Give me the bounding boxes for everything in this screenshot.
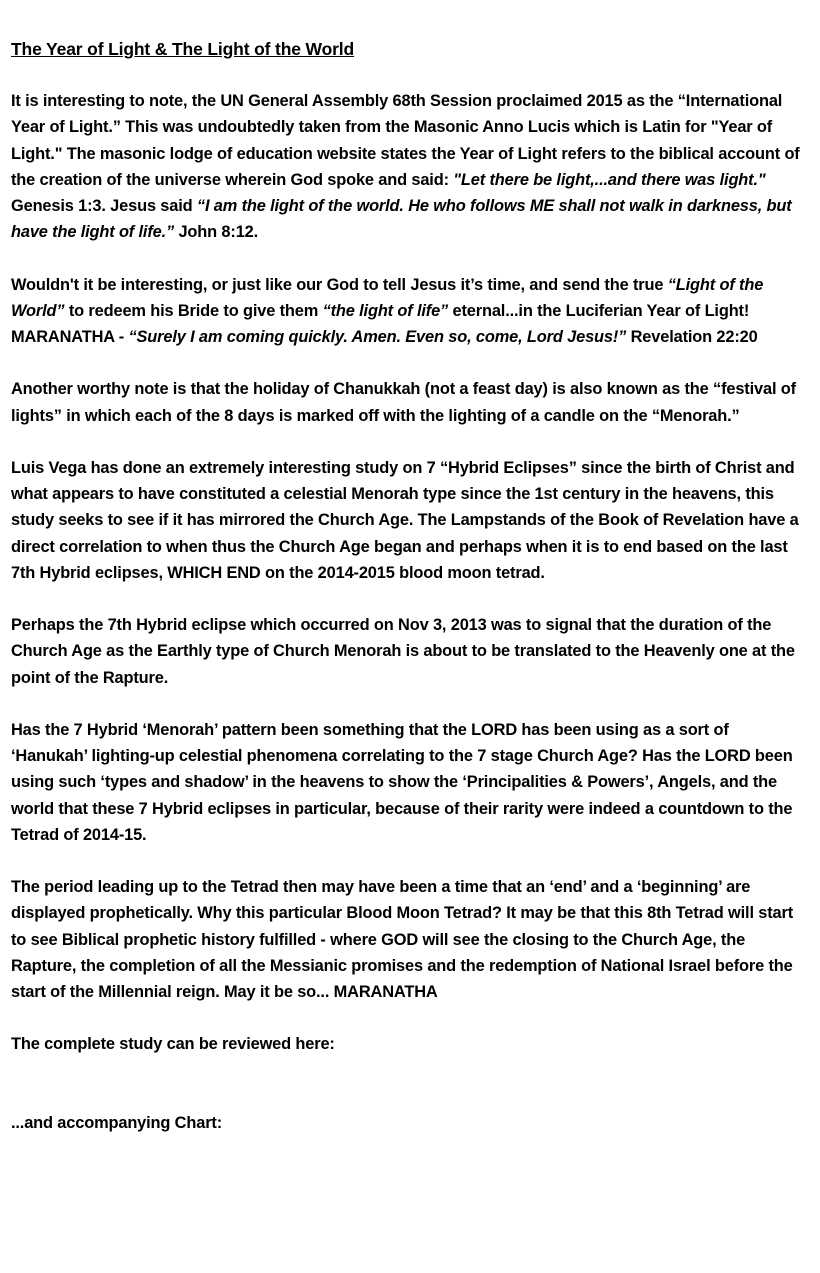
p2-text-g: Revelation 22:20 xyxy=(626,328,758,347)
p2-text-e: eternal...in the Luciferian Year of Light! MARANATHA - xyxy=(11,301,750,347)
paragraph-menorah-pattern: Has the 7 Hybrid ‘Menorah’ pattern been something that the LORD has been using as a sort of ‘Hanukah’ lighting-up celestial phenomena correlating to the 7 stage Church Age? Has the LORD been using such ‘types and shadow’ in the heavens to show the ‘Principalities & Powers’, Angels, and the world that these 7 Hybrid eclipses in particular, because of their rarity were indeed a countdown to the Tetrad of 2014-15. xyxy=(11,721,793,844)
p2-text-a: Wouldn't it be interesting, or just like our God to tell Jesus it’s time, and send the true xyxy=(11,275,668,294)
p1-quote-john: “I am the light of the world. He who follows ME shall not walk in darkness, but have the light of life.” xyxy=(11,197,792,242)
paragraph-chanukkah: Another worthy note is that the holiday of Chanukkah (not a feast day) is also known as the “festival of lights” in which each of the 8 days is marked off with the lighting of a candle on the “Menorah.” xyxy=(11,380,796,425)
paragraph-light-of-world xyxy=(11,272,809,351)
document-title: The Year of Light & The Light of the World xyxy=(11,39,355,59)
p2-quote-light-of-world: “Light of the World” xyxy=(11,275,764,320)
p2-text-c: to redeem his Bride to give them xyxy=(64,301,323,320)
link-placeholder-gap xyxy=(11,1058,809,1110)
paragraph-accompanying-chart: ...and accompanying Chart: xyxy=(11,1113,223,1132)
paragraph-hybrid-eclipses: Luis Vega has done an extremely interesting study on 7 “Hybrid Eclipses” since the birth of Christ and what appears to have constituted a celestial Menorah type since the 1st century in the heavens, this study seeks to see if it has mirrored the Church Age. The Lampstands of the Book of Revelation have a direct correlation to when thus the Church Age began and perhaps when it is to end based on the last 7th Hybrid eclipses, WHICH END on the 2014-2015 blood moon tetrad. xyxy=(11,459,799,582)
p2-quote-light-of-life: “the light of life” xyxy=(322,301,449,320)
p1-text-a: It is interesting to note, the UN General Assembly 68th Session proclaimed 2015 as the “International Year of Light.” This was undoubtedly taken from the Masonic Anno Lucis which is Latin for "Year of Light." The masonic lodge of education website states the Year of Light refers to the biblical account of the creation of the universe wherein God spoke and said: xyxy=(11,92,800,189)
paragraph-tetrad: The period leading up to the Tetrad then may have been a time that an ‘end’ and a ‘beginning’ are displayed prophetically. Why this particular Blood Moon Tetrad? It may be that this 8th Tetrad will start to see Biblical prophetic history fulfilled - where GOD will see the closing to the Church Age, the Rapture, the completion of all the Messianic promises and the redemption of National Israel before the start of the Millennial reign. May it be so... MARANATHA xyxy=(11,878,794,1002)
p1-text-e: John 8:12. xyxy=(174,223,259,242)
paragraph-seventh-eclipse: Perhaps the 7th Hybrid eclipse which occurred on Nov 3, 2013 was to signal that the duration of the Church Age as the Earthly type of Church Menorah is about to be translated to the Heavenly one at the point of the Rapture. xyxy=(11,616,795,687)
p1-text-c: Genesis 1:3. Jesus said xyxy=(11,197,197,216)
p2-quote-revelation: “Surely I am coming quickly. Amen. Even so, come, Lord Jesus!” xyxy=(128,328,627,347)
p1-quote-genesis: "Let there be light,...and there was light." xyxy=(453,170,766,189)
paragraph-year-of-light xyxy=(11,88,809,245)
paragraph-complete-study: The complete study can be reviewed here: xyxy=(11,1035,335,1054)
